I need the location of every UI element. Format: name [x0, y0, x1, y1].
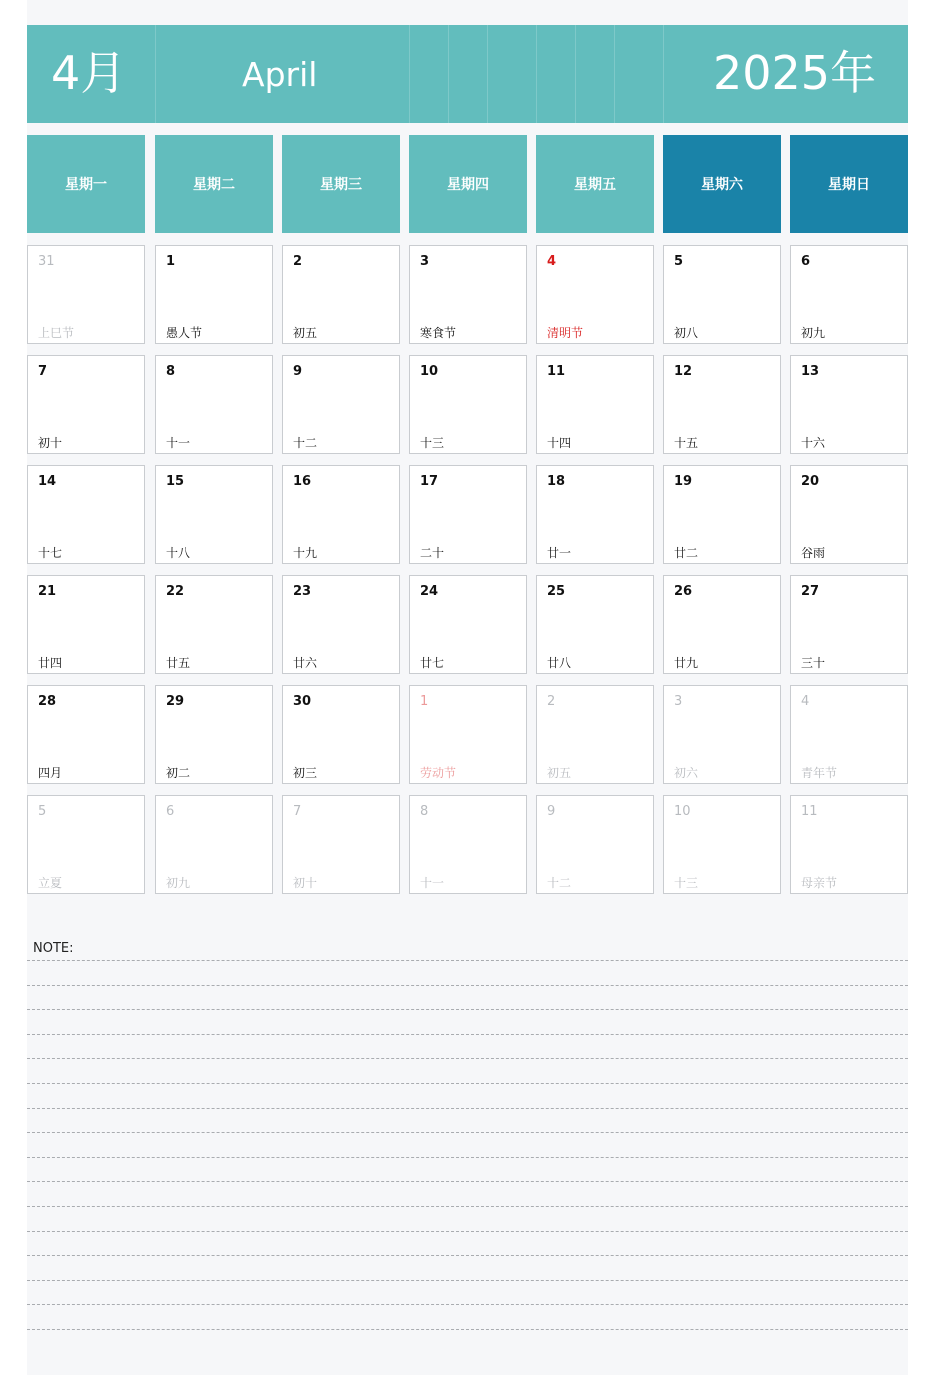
note-line [27, 1009, 908, 1010]
lunar-label: 十一 [166, 436, 191, 450]
day-number: 8 [420, 804, 429, 819]
weekday-header: 星期二 [155, 135, 273, 233]
day-number: 25 [547, 584, 566, 599]
day-cell[interactable] [27, 795, 145, 894]
lunar-label: 四月 [38, 766, 63, 780]
lunar-label: 廿二 [674, 546, 699, 560]
day-cell[interactable] [409, 245, 527, 344]
lunar-label: 十二 [547, 876, 572, 890]
day-cell[interactable] [282, 245, 400, 344]
lunar-label: 立夏 [38, 876, 63, 890]
day-number: 18 [547, 474, 566, 489]
day-cell[interactable] [663, 575, 781, 674]
weekday-header: 星期六 [663, 135, 781, 233]
header-seam [663, 25, 664, 123]
header-seam [448, 25, 449, 123]
note-line [27, 1231, 908, 1232]
lunar-label: 初九 [166, 876, 191, 890]
note-line [27, 1034, 908, 1035]
header-seam [155, 25, 156, 123]
lunar-label: 初十 [38, 436, 63, 450]
day-cell[interactable] [536, 465, 654, 564]
day-cell[interactable] [536, 245, 654, 344]
day-number: 4 [547, 254, 557, 269]
day-cell[interactable] [536, 575, 654, 674]
day-number: 22 [166, 584, 185, 599]
lunar-label: 十九 [293, 546, 318, 560]
day-number: 10 [420, 364, 439, 379]
day-number: 10 [674, 804, 691, 819]
day-cell[interactable] [790, 575, 908, 674]
day-number: 9 [547, 804, 556, 819]
day-number: 30 [293, 694, 312, 709]
day-number: 6 [801, 254, 811, 269]
lunar-label: 寒食节 [420, 326, 457, 340]
day-number: 21 [38, 584, 57, 599]
day-number: 31 [38, 254, 55, 269]
day-cell[interactable] [27, 575, 145, 674]
lunar-label: 廿六 [293, 656, 318, 670]
lunar-label: 廿八 [547, 656, 572, 670]
day-cell[interactable] [663, 355, 781, 454]
note-line [27, 960, 908, 961]
lunar-label: 二十 [420, 546, 445, 560]
day-cell[interactable] [282, 465, 400, 564]
day-cell[interactable] [536, 685, 654, 784]
lunar-label: 廿四 [38, 656, 63, 670]
lunar-label: 三十 [801, 656, 826, 670]
day-cell[interactable] [790, 465, 908, 564]
day-number: 11 [547, 364, 566, 379]
note-line [27, 1206, 908, 1207]
day-cell[interactable] [155, 465, 273, 564]
lunar-label: 十二 [293, 436, 318, 450]
day-number: 16 [293, 474, 312, 489]
day-number: 7 [293, 804, 302, 819]
lunar-label: 初八 [674, 326, 699, 340]
note-line [27, 1304, 908, 1305]
day-cell[interactable] [27, 245, 145, 344]
day-cell[interactable] [282, 355, 400, 454]
lunar-label: 十六 [801, 436, 826, 450]
lunar-label: 劳动节 [420, 766, 457, 780]
note-line [27, 1132, 908, 1133]
day-cell[interactable] [790, 355, 908, 454]
day-number: 26 [674, 584, 693, 599]
note-line [27, 1181, 908, 1182]
day-number: 5 [674, 254, 684, 269]
weekday-header: 星期三 [282, 135, 400, 233]
day-cell[interactable] [155, 685, 273, 784]
lunar-label: 十一 [420, 876, 445, 890]
day-cell[interactable] [790, 685, 908, 784]
lunar-label: 谷雨 [801, 546, 826, 560]
lunar-label: 十五 [674, 436, 699, 450]
lunar-label: 愚人节 [166, 326, 203, 340]
month-chinese: 4月 [51, 46, 127, 100]
month-english: April [242, 55, 318, 94]
day-number: 13 [801, 364, 820, 379]
day-number: 5 [38, 804, 47, 819]
day-number: 15 [166, 474, 185, 489]
lunar-label: 初六 [674, 766, 699, 780]
day-cell[interactable] [409, 355, 527, 454]
day-cell[interactable] [155, 355, 273, 454]
day-number: 3 [420, 254, 430, 269]
day-number: 9 [293, 364, 303, 379]
lunar-label: 清明节 [547, 326, 584, 340]
lunar-label: 廿九 [674, 656, 699, 670]
day-cell[interactable] [663, 795, 781, 894]
lunar-label: 初五 [547, 766, 572, 780]
day-number: 14 [38, 474, 57, 489]
day-cell[interactable] [409, 795, 527, 894]
lunar-label: 初三 [293, 766, 318, 780]
lunar-label: 十三 [674, 876, 699, 890]
lunar-label: 十七 [38, 546, 63, 560]
note-line [27, 1058, 908, 1059]
day-cell[interactable] [155, 575, 273, 674]
lunar-label: 廿一 [547, 546, 572, 560]
header-seam [536, 25, 537, 123]
day-number: 2 [547, 694, 556, 709]
weekday-header: 星期五 [536, 135, 654, 233]
weekday-header: 星期一 [27, 135, 145, 233]
lunar-label: 母亲节 [801, 876, 838, 890]
header-seam [487, 25, 488, 123]
note-line [27, 1329, 908, 1330]
note-line [27, 1255, 908, 1256]
lunar-label: 十四 [547, 436, 572, 450]
year-label: 2025年 [713, 46, 877, 100]
lunar-label: 廿七 [420, 656, 445, 670]
day-cell[interactable] [282, 795, 400, 894]
lunar-label: 十三 [420, 436, 445, 450]
header-seam [409, 25, 410, 123]
lunar-label: 初九 [801, 326, 826, 340]
day-cell[interactable] [663, 245, 781, 344]
lunar-label: 十八 [166, 546, 191, 560]
day-number: 4 [801, 694, 810, 709]
day-number: 29 [166, 694, 185, 709]
day-cell[interactable] [27, 355, 145, 454]
lunar-label: 廿五 [166, 656, 191, 670]
day-number: 6 [166, 804, 175, 819]
lunar-label: 初十 [293, 876, 318, 890]
day-number: 11 [801, 804, 818, 819]
weekday-header: 星期四 [409, 135, 527, 233]
lunar-label: 上巳节 [38, 326, 75, 340]
day-cell[interactable] [155, 245, 273, 344]
weekday-header: 星期日 [790, 135, 908, 233]
lunar-label: 初五 [293, 326, 318, 340]
day-cell[interactable] [282, 685, 400, 784]
day-cell[interactable] [27, 465, 145, 564]
day-cell[interactable] [663, 465, 781, 564]
day-number: 17 [420, 474, 439, 489]
note-line [27, 1157, 908, 1158]
day-cell[interactable] [27, 685, 145, 784]
day-number: 20 [801, 474, 820, 489]
note-line [27, 1108, 908, 1109]
note-line [27, 1083, 908, 1084]
day-cell[interactable] [282, 575, 400, 674]
day-cell[interactable] [155, 795, 273, 894]
header-seam [614, 25, 615, 123]
day-cell[interactable] [536, 795, 654, 894]
day-number: 1 [420, 694, 429, 709]
day-number: 19 [674, 474, 693, 489]
day-number: 23 [293, 584, 312, 599]
day-number: 12 [674, 364, 693, 379]
day-number: 8 [166, 364, 176, 379]
day-number: 3 [674, 694, 683, 709]
month-header [27, 25, 908, 123]
day-number: 27 [801, 584, 820, 599]
day-number: 28 [38, 694, 57, 709]
day-cell[interactable] [409, 465, 527, 564]
day-number: 2 [293, 254, 303, 269]
day-cell[interactable] [790, 795, 908, 894]
day-number: 24 [420, 584, 439, 599]
day-cell[interactable] [409, 685, 527, 784]
lunar-label: 青年节 [801, 766, 838, 780]
lunar-label: 初二 [166, 766, 191, 780]
day-number: 7 [38, 364, 48, 379]
day-cell[interactable] [663, 685, 781, 784]
notes-label: NOTE: [33, 941, 74, 956]
day-number: 1 [166, 254, 176, 269]
day-cell[interactable] [409, 575, 527, 674]
note-line [27, 1280, 908, 1281]
day-cell[interactable] [790, 245, 908, 344]
day-cell[interactable] [536, 355, 654, 454]
header-seam [575, 25, 576, 123]
note-line [27, 985, 908, 986]
